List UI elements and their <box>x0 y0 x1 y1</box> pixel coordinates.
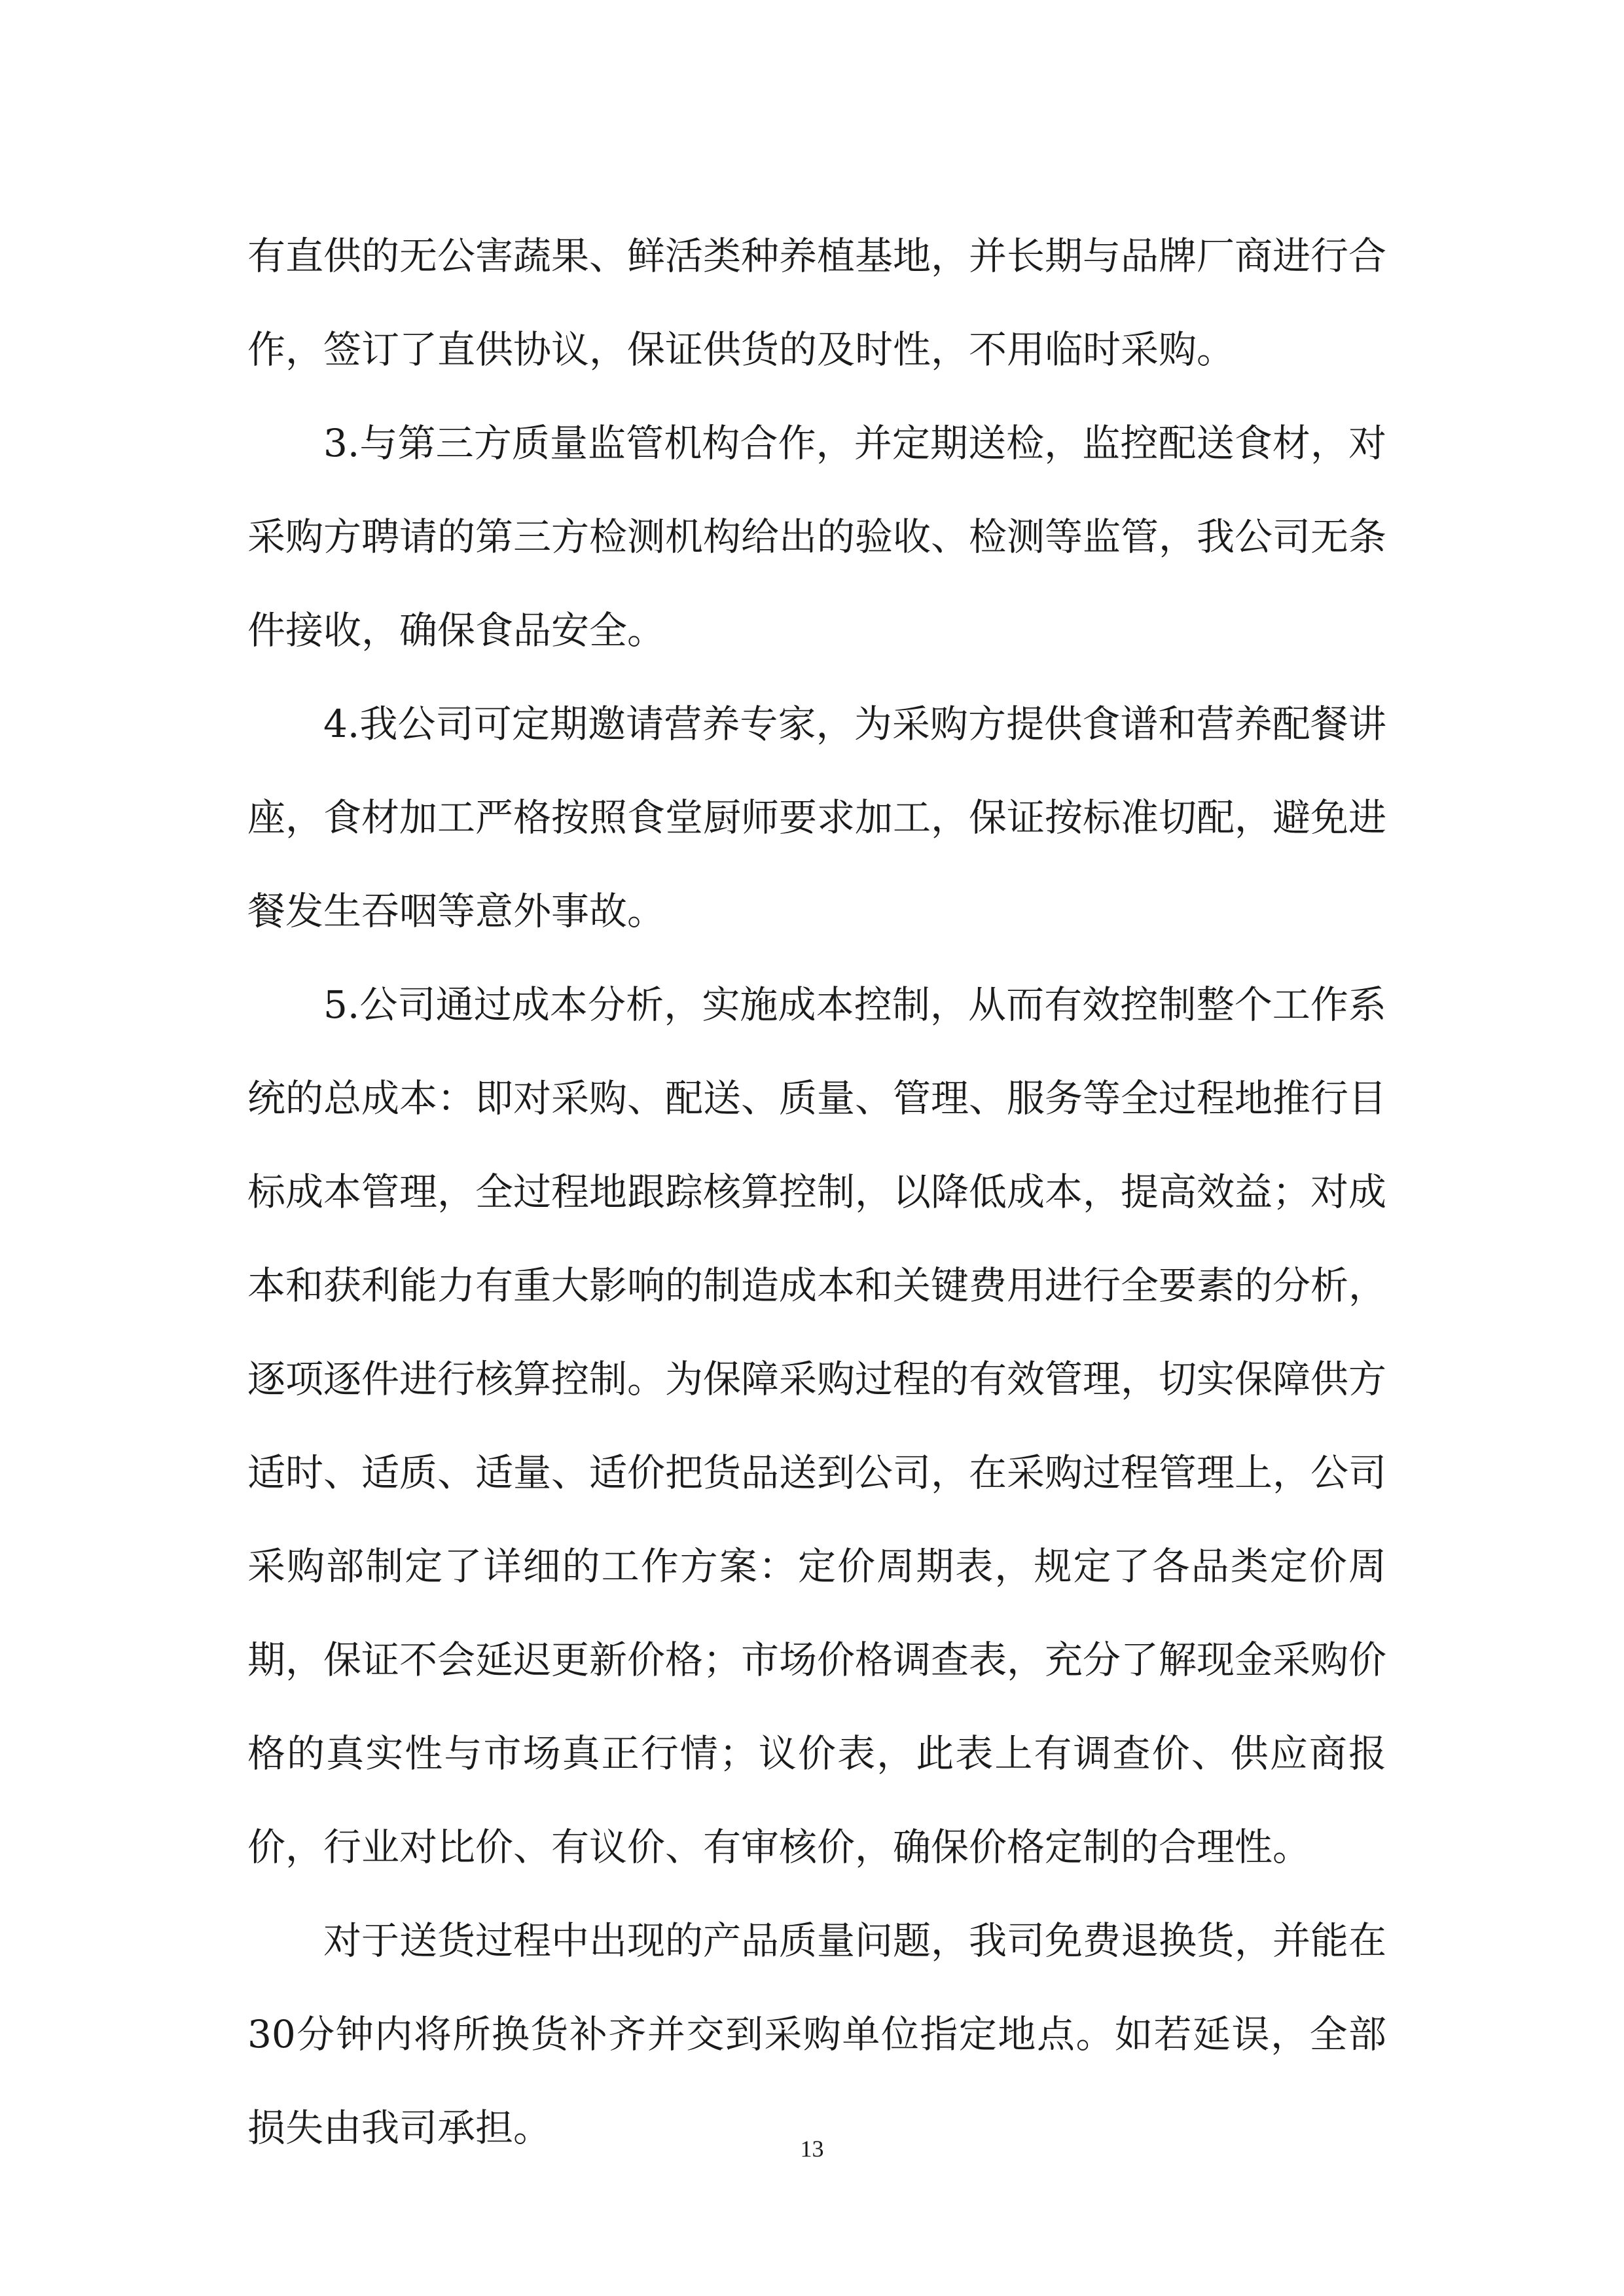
paragraph-item-5: 5.公司通过成本分析，实施成本控制，从而有效控制整个工作系统的总成本：即对采购、配送、质量、管理、服务等全过程地推行目标成本管理，全过程地跟踪核算控制，以降低成本，提高效益；对成本和获利能力有重大影响的制造成本和关键费用进行全要素的分析，逐项逐件进行核算控制。为保障采购过程的有效管理，切实保障供方适时、适质、适量、适价把货品送到公司，在采购过程管理上，公司采购部制定了详细的工作方案：定价周期表，规定了各品类定价周期，保证不会延迟更新价格；市场价格调查表，充分了解现金采购价格的真实性与市场真正行情；议价表，此表上有调查价、供应商报价，行业对比价、有议价、有审核价，确保价格定制的合理性。 <box>247 982 1387 1869</box>
paragraph-continuation: 有直供的无公害蔬果、鲜活类种养植基地，并长期与品牌厂商进行合作，签订了直供协议，保证供货的及时性，不用临时采购。 <box>247 234 1387 372</box>
paragraph-returns-policy: 对于送货过程中出现的产品质量问题，我司免费退换货，并能在30分钟内将所换货补齐并交到采购单位指定地点。如若延误，全部损失由我司承担。 <box>247 1918 1387 2150</box>
document-body <box>247 209 1386 2175</box>
paragraph-item-3: 3.与第三方质量监管机构合作，并定期送检，监控配送食材，对采购方聘请的第三方检测机构给出的验收、检测等监管，我公司无条件接收，确保食品安全。 <box>247 421 1387 653</box>
paragraph-item-4: 4.我公司可定期邀请营养专家，为采购方提供食谱和营养配餐讲座，食材加工严格按照食堂厨师要求加工，保证按标准切配，避免进餐发生吞咽等意外事故。 <box>247 702 1387 933</box>
page-number: 13 <box>800 2136 824 2162</box>
